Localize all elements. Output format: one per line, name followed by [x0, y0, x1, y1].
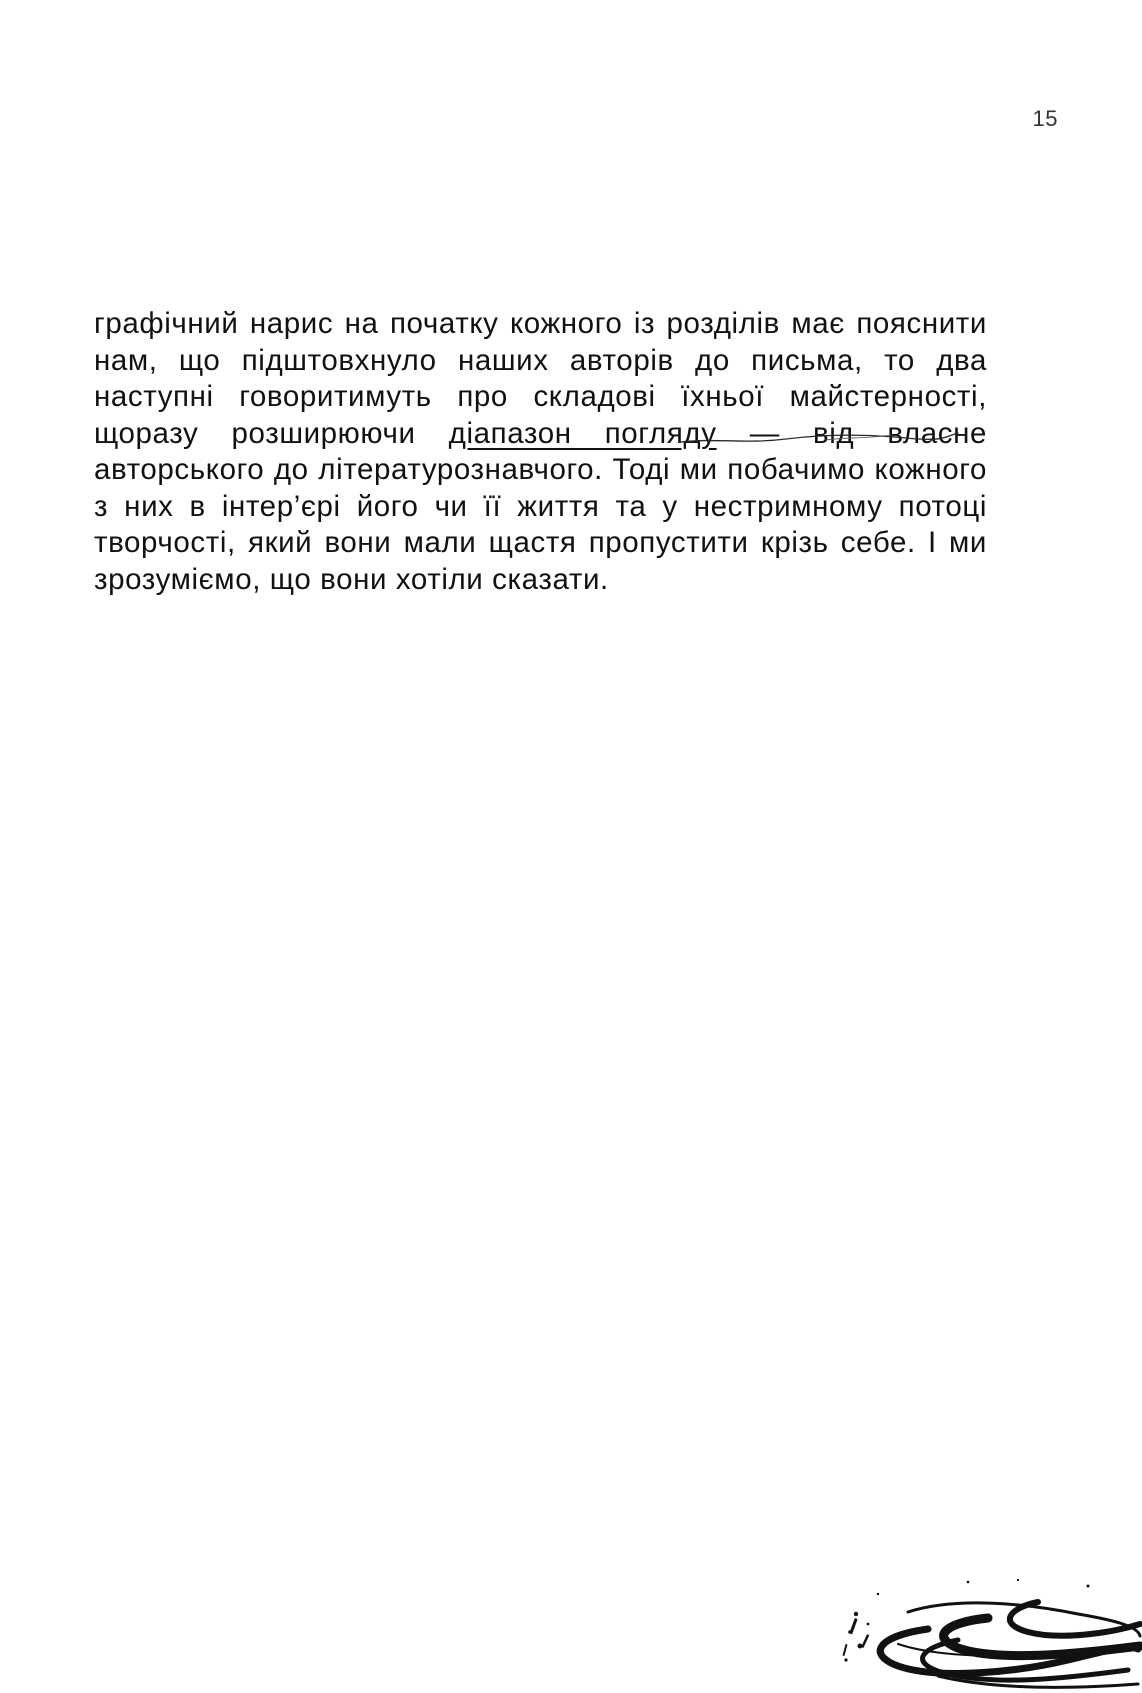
ink-scribble-icon	[838, 1574, 1142, 1693]
body-paragraph	[94, 306, 987, 598]
page-number: 15	[1032, 106, 1058, 131]
underlined-phrase: діапазон погляду	[448, 416, 717, 450]
paragraph-text-end: — від власне авторського до літературознавчого. Тоді ми побачимо кожного з них в інтер’єрі його чи її життя та у нестримному потоці творчості, який вони мали щастя пропустити крізь себе. І ми зрозуміємо, що вони хотіли сказати.	[94, 416, 987, 596]
paragraph-text-start: графічний нарис на початку кожного із розділів має пояснити нам, що підштовхнуло наших авторів до письма, то два наступні говоритимуть про складові їхньої майстерності, щоразу розширюючи	[94, 307, 987, 450]
